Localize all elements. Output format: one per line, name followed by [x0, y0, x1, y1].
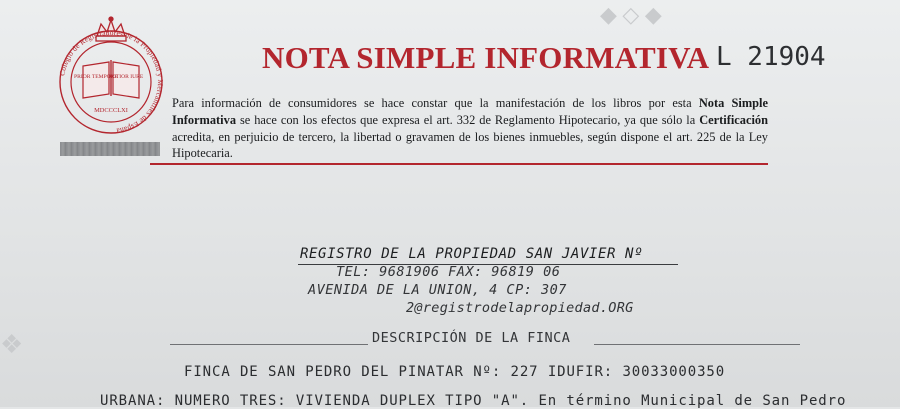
- notice-emphasis: Certificación: [699, 112, 768, 127]
- seal-right-page: POTIOR IURE: [108, 74, 144, 80]
- background-watermark: ◆ ◇ ◆: [600, 2, 662, 27]
- header-divider: [150, 163, 768, 165]
- redacted-block: [60, 142, 160, 156]
- seal-year: MDCCCLXI: [94, 107, 128, 114]
- notice-text: Para información de consumidores se hace constar que la manifestación de los libros por esta: [172, 96, 699, 110]
- finca-identifier: FINCA DE SAN PEDRO DEL PINATAR Nº: 227 IDUFIR: 30033000350: [184, 364, 726, 380]
- notice-emphasis: Nota Simple Informativa: [172, 96, 768, 127]
- property-description: URBANA: NUMERO TRES: VIVIENDA DUPLEX TIPO "A". En término Municipal de San Pedro: [100, 393, 847, 409]
- seal-left-page: PRIOR TEMPORE: [74, 74, 118, 80]
- document-number: L 21904: [716, 42, 826, 72]
- heading-rule-right: [594, 344, 800, 345]
- registry-phone-fax: TEL: 9681906 FAX: 96819 06: [336, 264, 561, 280]
- seal-ring-text: Colegio de Registradores de la Propiedad y Mercantiles de España: [57, 27, 165, 136]
- section-heading: DESCRIPCIÓN DE LA FINCA: [372, 330, 571, 346]
- registry-seal-icon: [57, 14, 165, 136]
- notice-text: se hace con los efectos que expresa el art. 332 de Reglamento Hipotecario, ya que sólo la: [236, 112, 700, 127]
- heading-rule-left: [170, 344, 368, 345]
- background-watermark: ❖: [0, 330, 24, 359]
- registry-name: REGISTRO DE LA PROPIEDAD SAN JAVIER Nº: [300, 246, 644, 262]
- registry-email: 2@registrodelapropiedad.ORG: [406, 300, 634, 316]
- consumer-notice: [172, 95, 768, 162]
- document-title: NOTA SIMPLE INFORMATIVA: [262, 40, 710, 75]
- registry-address: AVENIDA DE LA UNION, 4 CP: 307: [308, 282, 567, 298]
- notice-text: acredita, en perjuicio de tercero, la libertad o gravamen de los bienes inmuebles, según dispone el art. 225 de la Ley Hipotecaria.: [172, 129, 768, 161]
